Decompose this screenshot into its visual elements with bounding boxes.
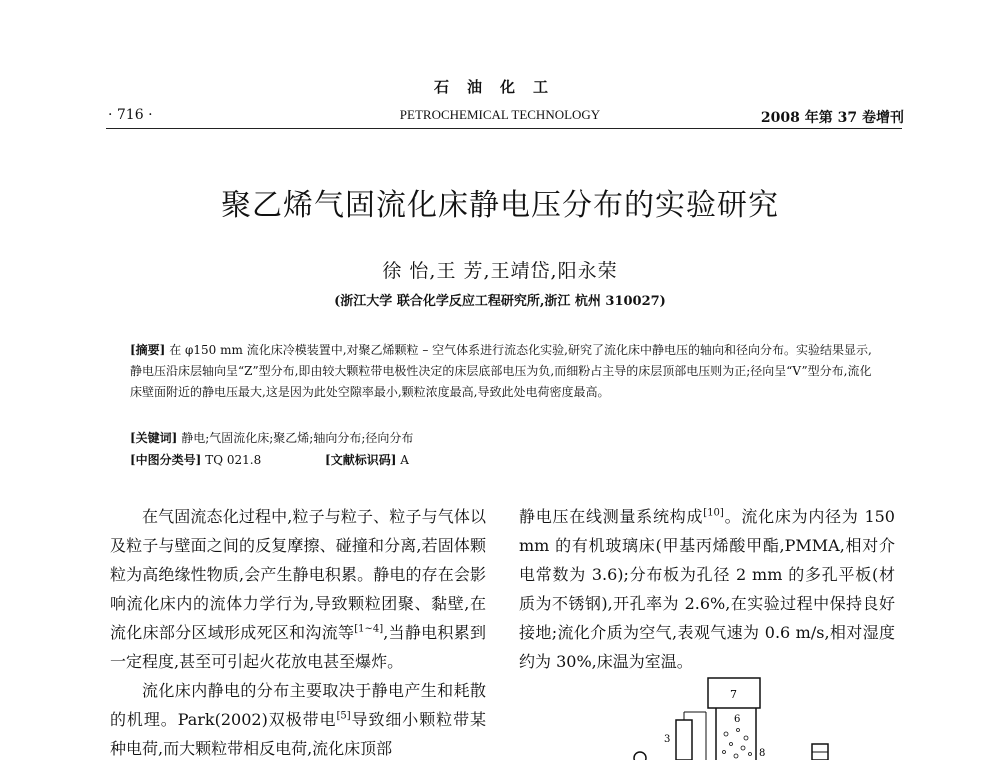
issue-info: 2008 年第 37 卷增刊: [760, 110, 904, 126]
citation: [1~4]: [354, 623, 384, 635]
figure-part-3: [676, 720, 692, 760]
abstract-text: 在 φ150 mm 流化床冷模装置中,对聚乙烯颗粒 – 空气体系进行流态化实验,研究了流化床中静电压的轴向和径向分布。实验结果显示,静电压沿床层轴向呈“Z”型分布,即由较大颗粒带电极性决定的床层底部电压为负,而细粉占主导的床层顶部电压则为正;径向呈“V”型分布,流化床壁面附近的静电压最大,这是因为此处空隙率最小,颗粒浓度最高,导致此处电荷密度最高。: [130, 343, 872, 399]
doc-code-label: [文献标识码]: [325, 453, 397, 467]
figure-label-8: 8: [759, 748, 766, 759]
keywords: [130, 428, 878, 449]
citation: [10]: [703, 507, 724, 519]
paragraph: 流化床内静电的分布主要取决于静电产生和耗散的机理。Park(2002)双极带电[5]导致细小颗粒带某种电荷,而大颗粒带相反电荷,流化床顶部: [110, 681, 486, 758]
citation: [5]: [336, 710, 351, 722]
figure-label-6: 6: [734, 714, 741, 725]
abstract-label: [摘要]: [130, 343, 166, 357]
header-rule: [106, 128, 902, 129]
page-number: · 716 ·: [108, 107, 153, 123]
journal-title-en: PETROCHEMICAL TECHNOLOGY: [399, 107, 601, 122]
abstract: [130, 340, 878, 403]
body-column-left: [110, 502, 486, 763]
doc-code-value: A: [400, 453, 409, 467]
keywords-label: [关键词]: [130, 431, 178, 445]
figure-label-3: 3: [664, 734, 671, 745]
body-column-right: [519, 502, 895, 676]
affiliation: (浙江大学 联合化学反应工程研究所,浙江 杭州 310027): [334, 294, 666, 309]
author-list: 徐 怡,王 芳,王靖岱,阳永荣: [382, 260, 618, 282]
class-value: TQ 021.8: [205, 453, 262, 467]
paragraph: 在气固流态化过程中,粒子与粒子、粒子与气体以及粒子与壁面之间的反复摩擦、碰撞和分离,若固体颗粒为高绝缘性物质,会产生静电积累。静电的存在会影响流化床内的流体力学行为,导致颗粒团聚、黏壁,在流化床部分区域形成死区和沟流等[1~4],当静电积累到一定程度,甚至可引起火花放电甚至爆炸。: [110, 507, 486, 671]
classification: [130, 450, 878, 471]
apparatus-figure: [626, 672, 866, 760]
journal-title-cn: 石油化工: [433, 78, 566, 96]
keywords-text: 静电;气固流化床;聚乙烯;轴向分布;径向分布: [181, 431, 414, 445]
class-label: [中图分类号]: [130, 453, 202, 467]
article-title: 聚乙烯气固流化床静电压分布的实验研究: [221, 188, 779, 223]
figure-label-7: 7: [730, 688, 737, 701]
paragraph: 静电压在线测量系统构成[10]。流化床为内径为 150 mm 的有机玻璃床(甲基丙烯酸甲酯,PMMA,相对介电常数为 3.6);分布板为孔径 2 mm 的多孔平板(材质为不锈钢),开孔率为 2.6%,在实验过程中保持良好接地;流化介质为空气,表观气速为 0.6 m/s,相对湿度约为 30%,床温为室温。: [519, 507, 895, 671]
